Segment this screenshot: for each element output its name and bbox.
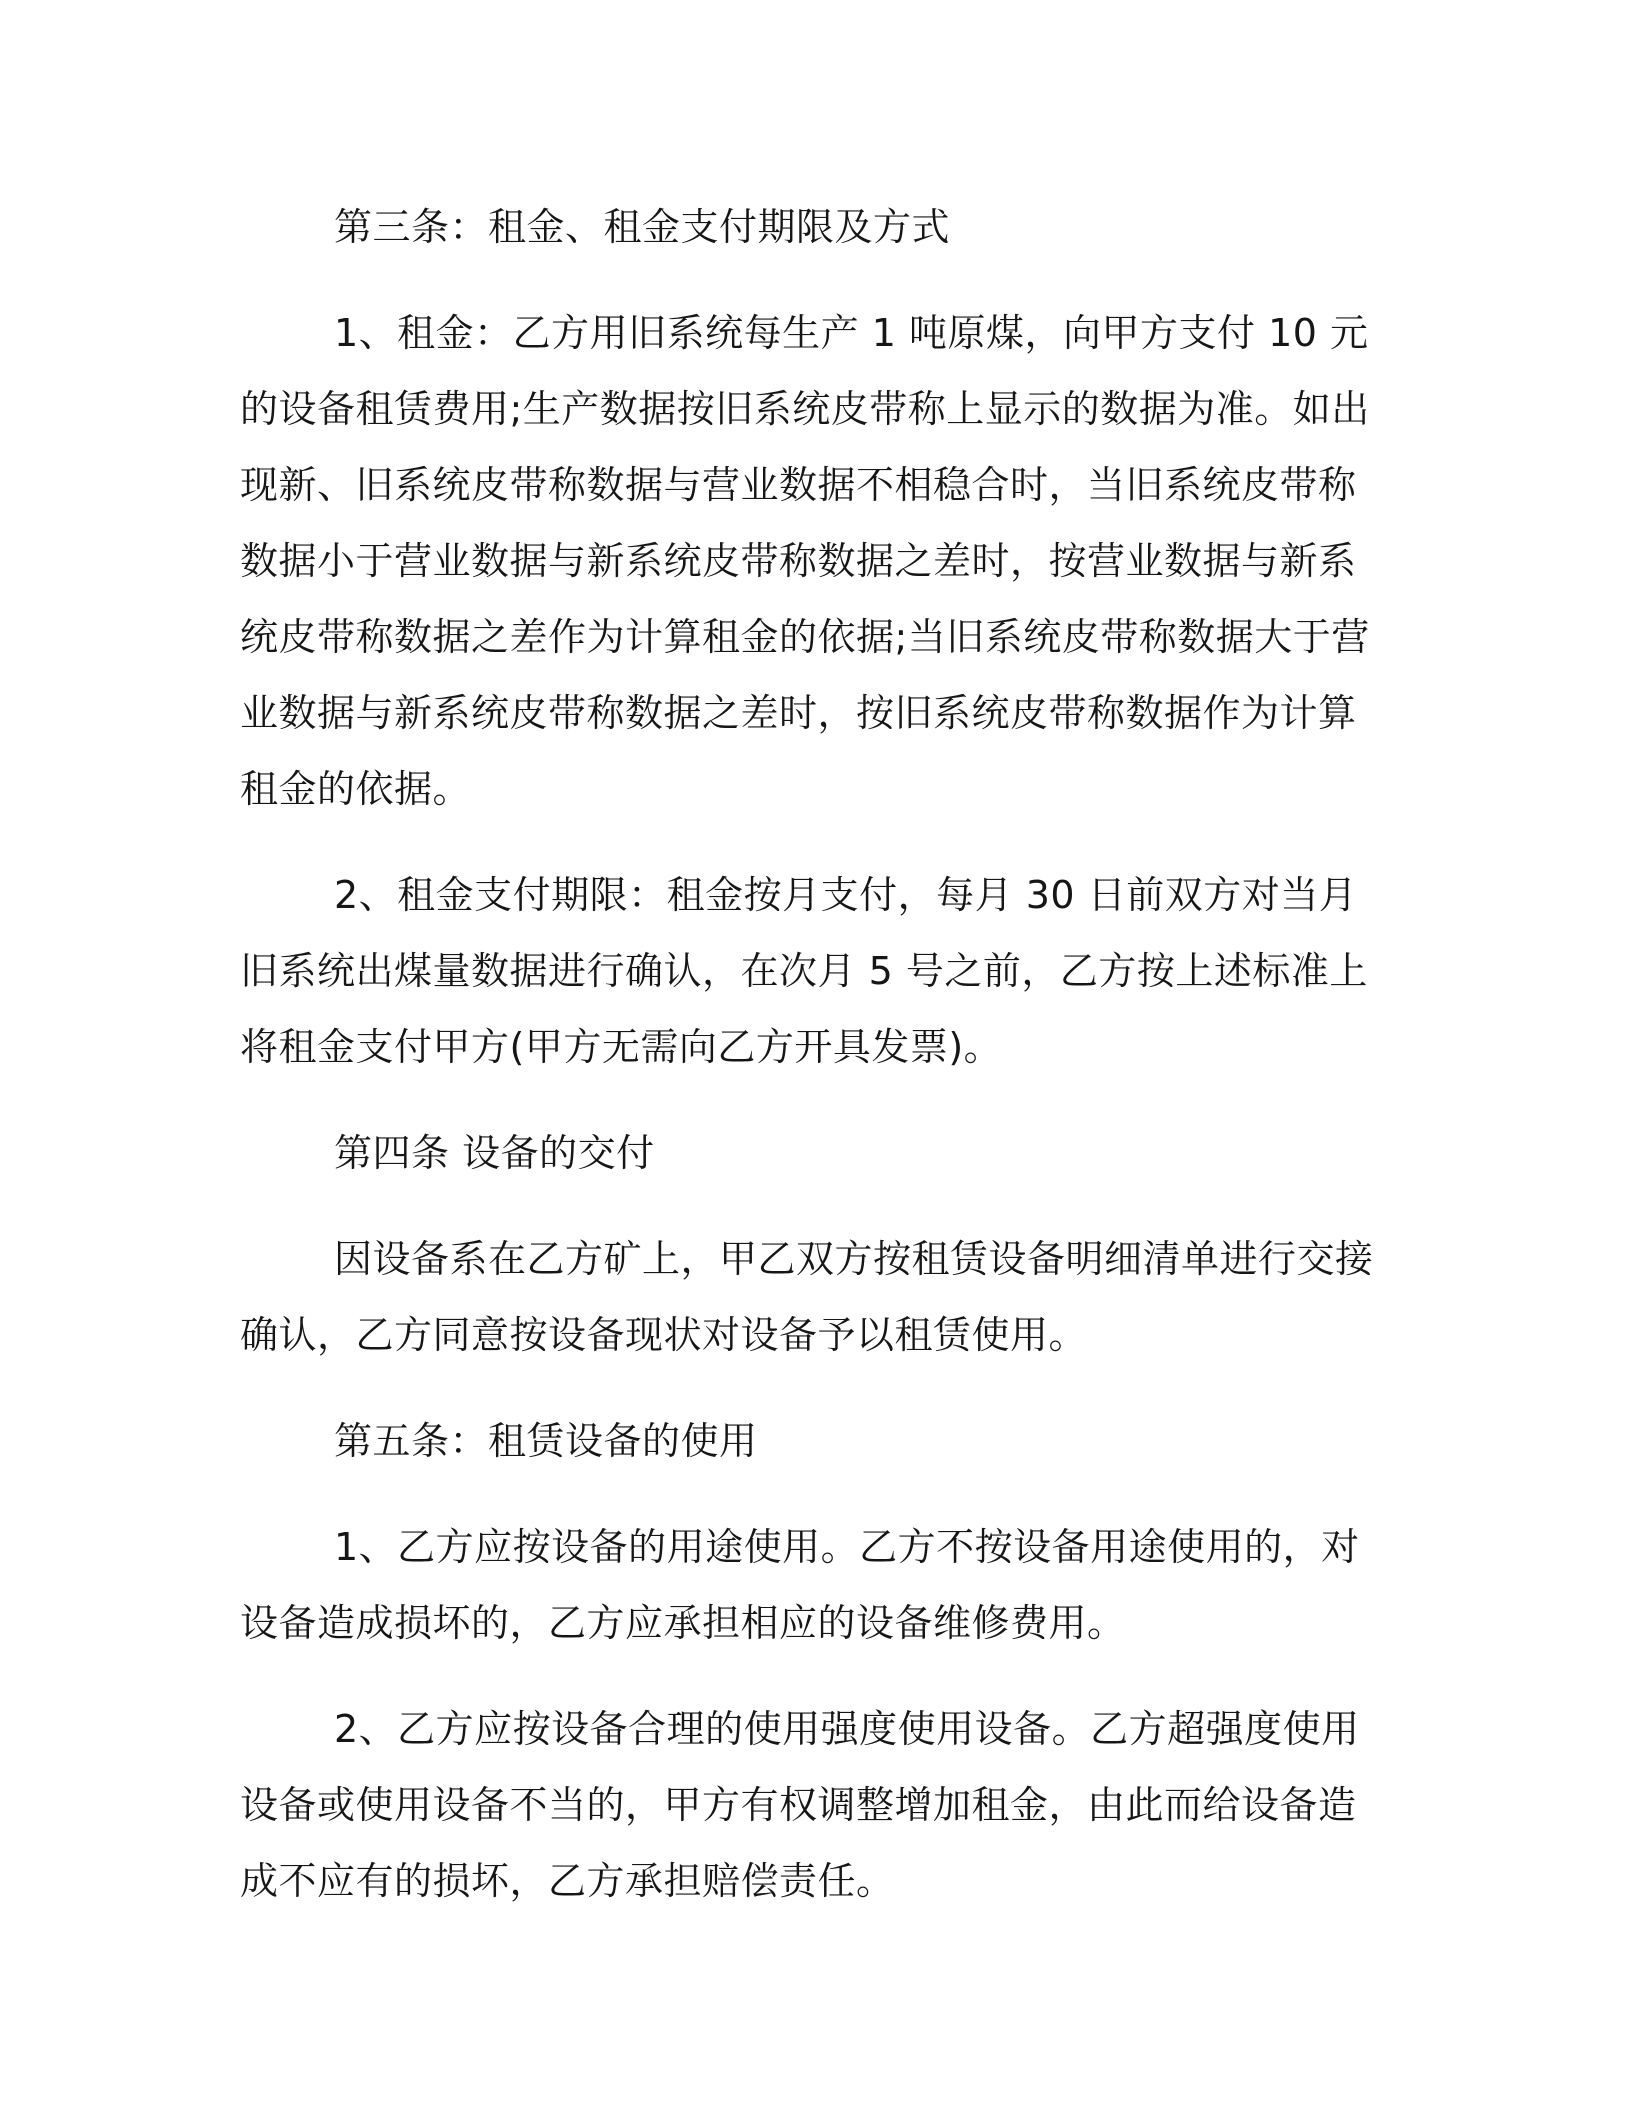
document-body (240, 189, 1380, 1919)
article-4-heading: 第四条 设备的交付 (334, 1131, 655, 1175)
article-3-clause-2: 2、租金支付期限：租金按月支付，每月 30 日前双方对当月旧系统出煤量数据进行确认，在次月 5 号之前，乙方按上述标准上将租金支付甲方(甲方无需向乙方开具发票)。 (240, 873, 1368, 1069)
article-4-body: 因设备系在乙方矿上，甲乙双方按租赁设备明细清单进行交接确认，乙方同意按设备现状对设备予以租赁使用。 (240, 1237, 1374, 1357)
article-5-clause-2: 2、乙方应按设备合理的使用强度使用设备。乙方超强度使用设备或使用设备不当的，甲方有权调整增加租金，由此而给设备造成不应有的损坏，乙方承担赔偿责任。 (240, 1707, 1360, 1903)
article-5-clause-1: 1、乙方应按设备的用途使用。乙方不按设备用途使用的，对设备造成损坏的，乙方应承担相应的设备维修费用。 (240, 1525, 1360, 1645)
article-3-heading: 第三条：租金、租金支付期限及方式 (334, 205, 951, 249)
article-5-heading: 第五条：租赁设备的使用 (334, 1419, 758, 1463)
article-3-clause-1: 1、租金：乙方用旧系统每生产 1 吨原煤，向甲方支付 10 元的设备租赁费用;生产数据按旧系统皮带称上显示的数据为准。如出现新、旧系统皮带称数据与营业数据不相稳合时，当旧系统皮带称数据小于营业数据与新系统皮带称数据之差时，按营业数据与新系统皮带称数据之差作为计算租金的依据;当旧系统皮带称数据大于营业数据与新系统皮带称数据之差时，按旧系统皮带称数据作为计算租金的依据。 (240, 311, 1370, 811)
